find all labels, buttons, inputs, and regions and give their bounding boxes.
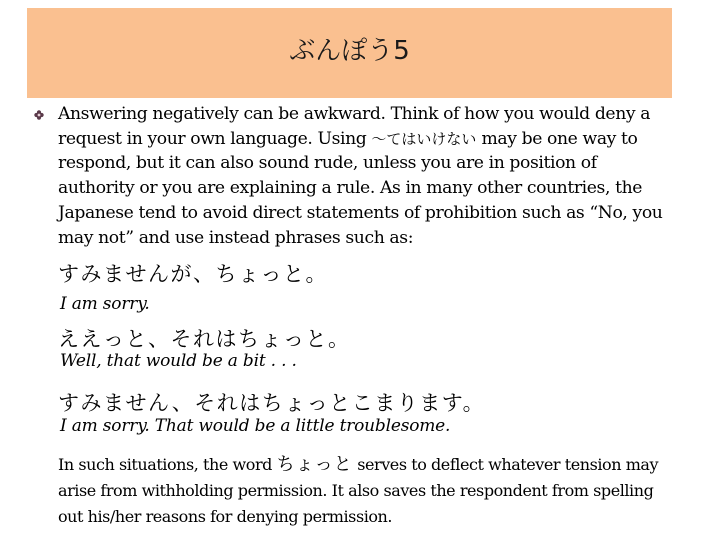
example-1-english: I am sorry. xyxy=(60,294,150,314)
flower-bullet-icon xyxy=(34,110,44,120)
example-2-english: Well, that would be a bit . . . xyxy=(60,351,297,371)
example-3-english: I am sorry. That would be a little troublesome. xyxy=(60,416,451,436)
example-1-japanese: すみませんが、ちょっと。 xyxy=(58,262,328,286)
slide-title: ぶんぽう5 xyxy=(289,36,410,66)
title-band xyxy=(27,8,672,98)
intro-japanese-phrase: ～てはいけない xyxy=(371,129,477,148)
intro-paragraph xyxy=(58,102,678,250)
example-3-japanese: すみません、それはちょっとこまります。 xyxy=(58,391,486,415)
intro-text-part1: Answering negatively can be awkward. Think of how you would deny a request in your own language. Using xyxy=(58,104,651,149)
closing-paragraph xyxy=(58,452,678,530)
intro-text-part2: may be one way to respond, but it can also sound rude, unless you are in position of authority or you are explaining a rule. As in many other countries, the Japanese tend to avoid direct statements of prohibition such as “No, you may not” and use instead phrases such as: xyxy=(58,128,663,248)
closing-japanese-word: ちょっと xyxy=(276,454,353,475)
closing-text-part2: serves to deflect whatever tension may arise from withholding permission. It also saves the respondent from spelling out his/her reasons for denying permission. xyxy=(58,455,659,526)
example-2-japanese: ええっと、それはちょっと。 xyxy=(58,327,351,351)
closing-text-part1: In such situations, the word xyxy=(58,455,277,474)
